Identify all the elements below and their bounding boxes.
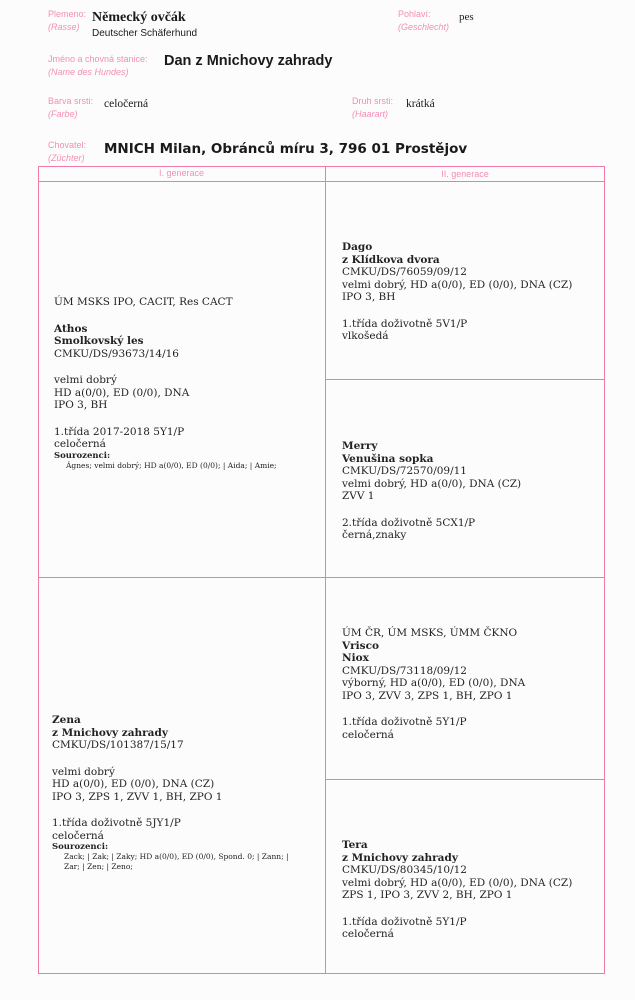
sire-dam-entry	[342, 440, 602, 542]
sire-titles: ÚM MSKS IPO, CACIT, Res CACT	[54, 296, 233, 308]
dam-kennel: z Mnichovy zahrady	[52, 726, 168, 739]
dam-exams: IPO 3, ZPS 1, ZVV 1, BH, ZPO 1	[52, 790, 223, 803]
dam-registration: CMKU/DS/101387/15/17	[52, 739, 184, 751]
table-quarter-divider-1	[325, 379, 605, 380]
dam-evaluation: velmi dobrý	[52, 765, 115, 778]
dam-dam-color: celočerná	[342, 928, 394, 940]
sire-entry	[54, 296, 319, 471]
dam-siblings-label: Sourozenci:	[52, 842, 109, 852]
dam-dam-exams: ZPS 1, IPO 3, ZVV 2, BH, ZPO 1	[342, 889, 513, 901]
dam-entry	[52, 714, 317, 872]
table-right-border	[604, 166, 605, 974]
sire-sire-name: Dago	[342, 241, 373, 253]
table-half-divider	[38, 577, 605, 578]
dam-siblings-line1: Zack; | Zak; | Zaky; HD a(0/0), ED (0/0), Spond. 0; | Zann; |	[64, 852, 289, 861]
sire-dam-exams: ZVV 1	[342, 490, 375, 502]
dam-siblings-line2: Zar; | Zen; | Zeno;	[64, 862, 133, 871]
dam-sire-class: 1.třída doživotně 5Y1/P	[342, 716, 467, 728]
first-generation-header: I. generace	[158, 168, 205, 178]
sire-class: 1.třída 2017-2018 5Y1/P	[54, 425, 185, 438]
dam-sire-registration: CMKU/DS/73118/09/12	[342, 664, 467, 677]
sire-sire-evaluation: velmi dobrý, HD a(0/0), ED (0/0), DNA (CZ)	[342, 278, 573, 291]
sire-dam-kennel: Venušina sopka	[342, 452, 434, 465]
dam-dam-class: 1.třída doživotně 5Y1/P	[342, 915, 467, 928]
sire-dam-evaluation: velmi dobrý, HD a(0/0), DNA (CZ)	[342, 477, 522, 490]
dam-sire-exams: IPO 3, ZVV 3, ZPS 1, BH, ZPO 1	[342, 689, 513, 702]
dam-name: Zena	[52, 714, 81, 726]
name-label: Jméno a chovná stanice: (Name des Hundes)	[48, 54, 148, 77]
coat-value: krátká	[406, 98, 435, 110]
table-left-border	[38, 166, 39, 974]
sire-kennel: Smolkovský les	[54, 335, 144, 347]
sire-dam-registration: CMKU/DS/72570/09/11	[342, 465, 467, 477]
sire-name: Athos	[54, 322, 88, 335]
breed-value: Německý ovčák	[92, 10, 186, 25]
dam-color: celočerná	[52, 829, 104, 842]
sire-sire-entry	[342, 241, 602, 343]
sire-dam-color: černá,znaky	[342, 529, 407, 541]
sex-label: Pohlaví: (Geschlecht)	[398, 9, 450, 32]
dam-dam-registration: CMKU/DS/80345/10/12	[342, 864, 467, 876]
table-header-border	[38, 181, 605, 182]
second-generation-header: II. generace	[441, 169, 489, 179]
dam-sire-name: Vrisco	[342, 639, 379, 652]
sire-color: celočerná	[54, 438, 106, 450]
breed-value-de: Deutscher Schäferhund	[92, 28, 198, 39]
dam-sire-titles: ÚM ČR, ÚM MSKS, ÚMM ČKNO	[342, 627, 518, 639]
dog-name: Dan z Mnichovy zahrady	[164, 53, 333, 69]
sire-health: HD a(0/0), ED (0/0), DNA	[54, 386, 190, 399]
color-value: celočerná	[104, 98, 149, 110]
dam-dam-entry	[342, 839, 602, 941]
sire-sire-exams: IPO 3, BH	[342, 291, 396, 303]
dam-sire-color: celočerná	[342, 728, 394, 741]
breeder-label: Chovatel: (Züchter)	[48, 140, 87, 163]
dam-dam-kennel: z Mnichovy zahrady	[342, 851, 458, 864]
table-middle-border	[325, 166, 326, 974]
sire-exams: IPO 3, BH	[54, 399, 108, 411]
breed-label: Plemeno: (Rasse)	[48, 9, 87, 32]
color-label: Barva srsti: (Farbe)	[48, 96, 94, 119]
coat-label: Druh srsti: (Haarart)	[352, 96, 394, 119]
dam-class: 1.třída doživotně 5JY1/P	[52, 817, 181, 829]
sire-siblings-label: Sourozenci:	[54, 450, 111, 461]
sire-sire-kennel: z Klídkova dvora	[342, 253, 440, 266]
sire-sire-color: vlkošedá	[342, 330, 389, 342]
dam-dam-evaluation: velmi dobrý, HD a(0/0), ED (0/0), DNA (CZ)	[342, 876, 573, 889]
dam-health: HD a(0/0), ED (0/0), DNA (CZ)	[52, 778, 215, 790]
table-quarter-divider-2	[325, 779, 605, 780]
sire-sire-class: 1.třída doživotně 5V1/P	[342, 317, 468, 330]
sire-siblings: Ágnes; velmi dobrý; HD a(0/0), ED (0/0); | Aida; | Amie;	[66, 460, 277, 470]
sire-registration: CMKU/DS/93673/14/16	[54, 347, 179, 360]
dam-sire-evaluation: výborný, HD a(0/0), ED (0/0), DNA	[342, 677, 526, 689]
sire-evaluation: velmi dobrý	[54, 374, 117, 386]
dam-sire-kennel: Niox	[342, 652, 369, 664]
dam-sire-entry	[342, 627, 602, 741]
sex-value: pes	[459, 11, 474, 23]
sire-dam-class: 2.třída doživotně 5CX1/P	[342, 516, 476, 529]
dam-dam-name: Tera	[342, 839, 368, 851]
table-top-border	[38, 166, 605, 167]
breeder-value: MNICH Milan, Obránců míru 3, 796 01 Prostějov	[104, 141, 468, 157]
table-bottom-border	[38, 973, 605, 974]
sire-dam-name: Merry	[342, 440, 378, 452]
sire-sire-registration: CMKU/DS/76059/09/12	[342, 266, 467, 278]
